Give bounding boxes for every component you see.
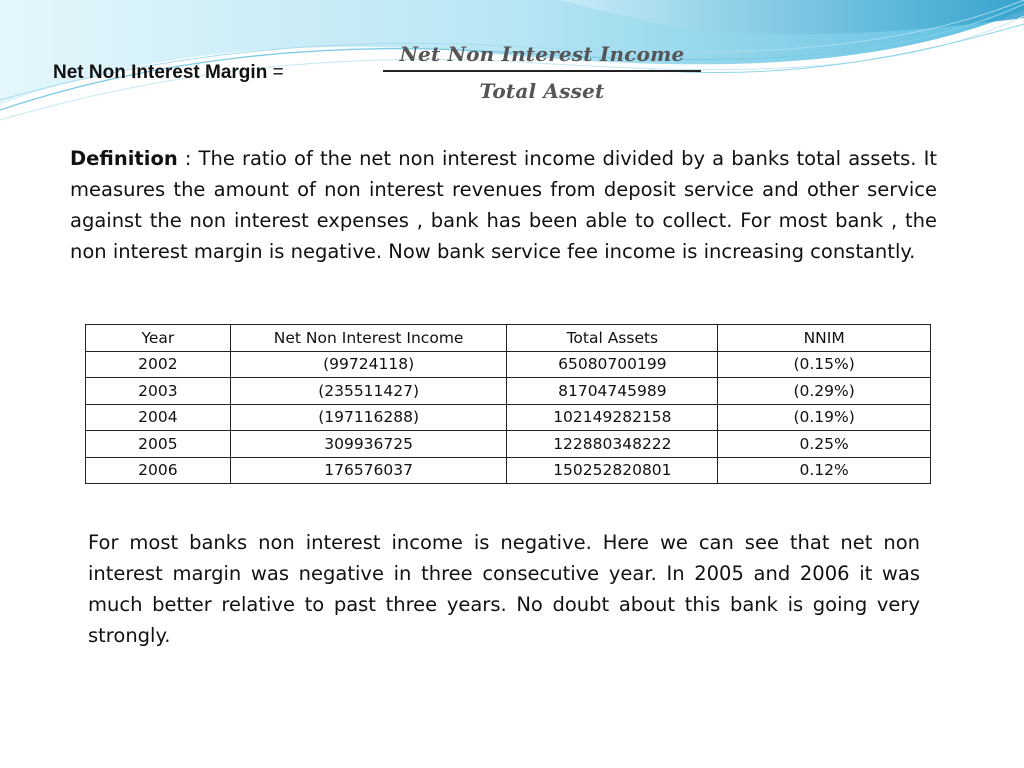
column-header: NNIM	[718, 325, 931, 352]
formula-label: Net Non Interest Margin	[53, 62, 268, 83]
definition-term: Definition	[70, 147, 178, 170]
income-cell: (99724118)	[230, 351, 507, 378]
definition-paragraph	[70, 143, 937, 267]
income-cell: (197116288)	[230, 404, 507, 431]
column-header: Year	[86, 325, 231, 352]
income-cell: 176576037	[230, 457, 507, 484]
assets-cell: 122880348222	[507, 431, 718, 458]
income-cell: (235511427)	[230, 378, 507, 405]
formula-label-row	[53, 62, 284, 84]
year-cell: 2002	[86, 351, 231, 378]
formula-numerator: Net Non Interest Income	[399, 42, 685, 66]
formula-fraction	[383, 40, 701, 104]
table-row	[86, 351, 931, 378]
equals-sign: =	[272, 62, 284, 83]
table-row	[86, 431, 931, 458]
nnim-cell: 0.25%	[718, 431, 931, 458]
assets-cell: 81704745989	[507, 378, 718, 405]
income-cell: 309936725	[230, 431, 507, 458]
assets-cell: 150252820801	[507, 457, 718, 484]
definition-text: : The ratio of the net non interest income divided by a banks total assets. It measures the amount of non interest revenues from deposit service and other service against the non interest expenses , bank has been able to collect. For most bank , the non interest margin is negative. Now bank service fee income is increasing constantly.	[70, 147, 937, 263]
nnim-cell: 0.12%	[718, 457, 931, 484]
column-header: Net Non Interest Income	[230, 325, 507, 352]
nnim-cell: (0.15%)	[718, 351, 931, 378]
year-cell: 2006	[86, 457, 231, 484]
year-cell: 2004	[86, 404, 231, 431]
table-row	[86, 457, 931, 484]
fraction-bar	[383, 70, 701, 72]
column-header: Total Assets	[507, 325, 718, 352]
table-header-row	[86, 325, 931, 352]
nnim-cell: (0.29%)	[718, 378, 931, 405]
nnim-cell: (0.19%)	[718, 404, 931, 431]
conclusion-paragraph: For most banks non interest income is negative. Here we can see that net non interest margin was negative in three consecutive year. In 2005 and 2006 it was much better relative to past three years. No doubt about this bank is going very strongly.	[88, 531, 920, 647]
assets-cell: 65080700199	[507, 351, 718, 378]
nnim-table	[85, 324, 931, 484]
year-cell: 2005	[86, 431, 231, 458]
table-row	[86, 378, 931, 405]
year-cell: 2003	[86, 378, 231, 405]
table-row	[86, 404, 931, 431]
assets-cell: 102149282158	[507, 404, 718, 431]
formula-denominator: Total Asset	[479, 79, 605, 103]
